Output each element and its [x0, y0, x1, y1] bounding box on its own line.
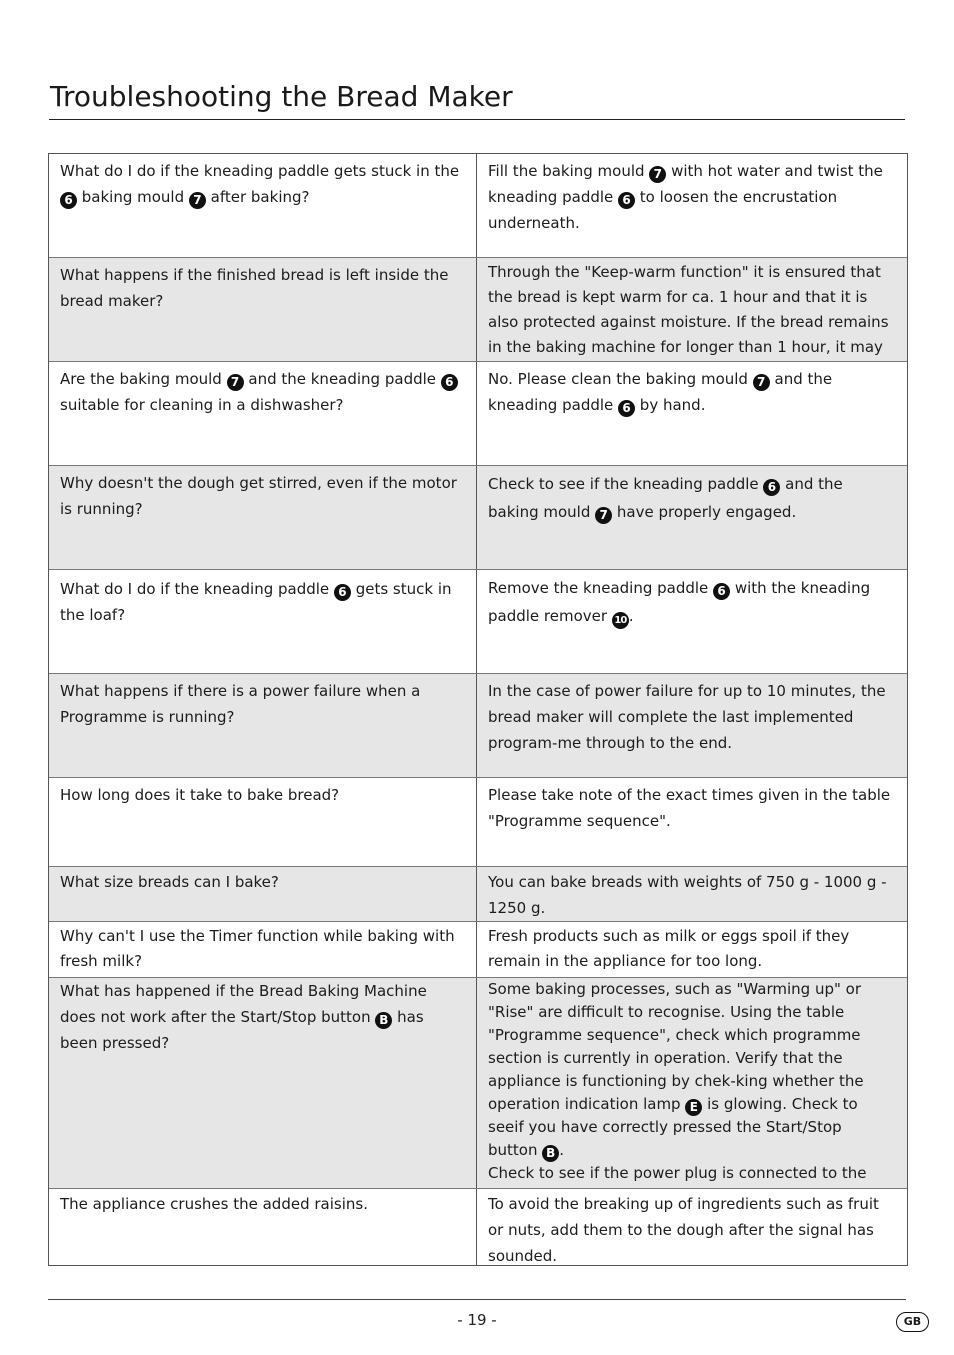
page-number: - 19 -	[457, 1311, 497, 1329]
part-number-marker: 7	[753, 374, 770, 391]
faq-row	[49, 466, 907, 570]
faq-answer: To avoid the breaking up of ingredients such as fruit or nuts, add them to the dough after the signal has sounded.	[488, 1195, 879, 1265]
faq-question: What happens if there is a power failure when a Programme is running?	[49, 674, 477, 777]
faq-answer: Fill the baking mould 7 with hot water and twist the kneading paddle 6 to loosen the encrustation underneath.	[488, 162, 883, 232]
faq-answer: Some baking processes, such as "Warming up" or "Rise" are difficult to recognise. Using the table "Programme sequence", check which programme section is currently in operation. Verify that the appliance is functioning by chek-king whether the operation indication lamp E is glowing. Check to seeif you have correctly pressed the Start/Stop button B . Check to see if the power plug is connected to the	[488, 980, 867, 1182]
faq-answer: Fresh products such as milk or eggs spoil if they remain in the appliance for too long.	[488, 927, 850, 970]
faq-row	[49, 1189, 907, 1265]
faq-row	[49, 978, 907, 1189]
faq-row	[49, 362, 907, 466]
faq-row	[49, 778, 907, 867]
faq-row	[49, 258, 907, 362]
faq-question: The appliance crushes the added raisins.	[49, 1189, 477, 1265]
faq-question: What do I do if the kneading paddle 6 gets stuck in the loaf?	[49, 570, 477, 673]
faq-answer: In the case of power failure for up to 10 minutes, the bread maker will complete the last implemented program-me through to the end.	[488, 682, 886, 752]
part-number-marker: B	[542, 1145, 559, 1162]
part-number-marker: 7	[595, 507, 612, 524]
part-number-marker: E	[685, 1099, 702, 1116]
faq-question: Are the baking mould 7 and the kneading paddle 6 suitable for cleaning in a dishwasher?	[49, 362, 477, 465]
part-number-marker: 6	[618, 400, 635, 417]
faq-question: What happens if the finished bread is left inside the bread maker?	[49, 258, 477, 361]
faq-answer: Through the "Keep-warm function" it is ensured that the bread is kept warm for ca. 1 hour and that it is also protected against moisture. If the bread remains in the baking machine for longer than 1 hour, it may	[488, 263, 889, 356]
faq-row	[49, 674, 907, 778]
page-title: Troubleshooting the Bread Maker	[50, 80, 513, 113]
part-number-marker: 6	[763, 479, 780, 496]
title-divider	[49, 119, 905, 120]
footer-divider	[48, 1299, 906, 1300]
part-number-marker: 6	[441, 374, 458, 391]
part-number-marker: B	[375, 1012, 392, 1029]
faq-question: What has happened if the Bread Baking Machine does not work after the Start/Stop button B has been pressed?	[49, 978, 477, 1188]
faq-row	[49, 570, 907, 674]
faq-answer: You can bake breads with weights of 750 g - 1000 g - 1250 g.	[488, 873, 887, 917]
faq-row	[49, 922, 907, 978]
part-number-marker: 7	[227, 374, 244, 391]
faq-row	[49, 154, 907, 258]
faq-answer: Remove the kneading paddle 6 with the kneading paddle remover 10 .	[477, 570, 905, 673]
faq-question: How long does it take to bake bread?	[49, 778, 477, 866]
faq-question: Why can't I use the Timer function while baking with fresh milk?	[49, 922, 477, 977]
faq-question: Why doesn't the dough get stirred, even if the motor is running?	[49, 466, 477, 569]
part-number-marker: 7	[189, 192, 206, 209]
part-number-marker: 6	[618, 192, 635, 209]
faq-answer: No. Please clean the baking mould 7 and the kneading paddle 6 by hand.	[488, 370, 833, 415]
part-number-marker: 6	[60, 192, 77, 209]
faq-question: What do I do if the kneading paddle gets stuck in the 6 baking mould 7 after baking?	[49, 154, 477, 257]
part-number-marker: 6	[713, 583, 730, 600]
part-number-marker: 7	[649, 166, 666, 183]
faq-answer: Check to see if the kneading paddle 6 and the baking mould 7 have properly engaged.	[488, 475, 843, 522]
faq-table	[48, 153, 908, 1266]
faq-row	[49, 867, 907, 922]
part-number-marker: 6	[334, 584, 351, 601]
language-badge: GB	[896, 1312, 929, 1332]
faq-answer: Please take note of the exact times given in the table "Programme sequence".	[488, 786, 891, 830]
faq-question: What size breads can I bake?	[49, 867, 477, 921]
part-number-marker: 10	[612, 612, 629, 629]
